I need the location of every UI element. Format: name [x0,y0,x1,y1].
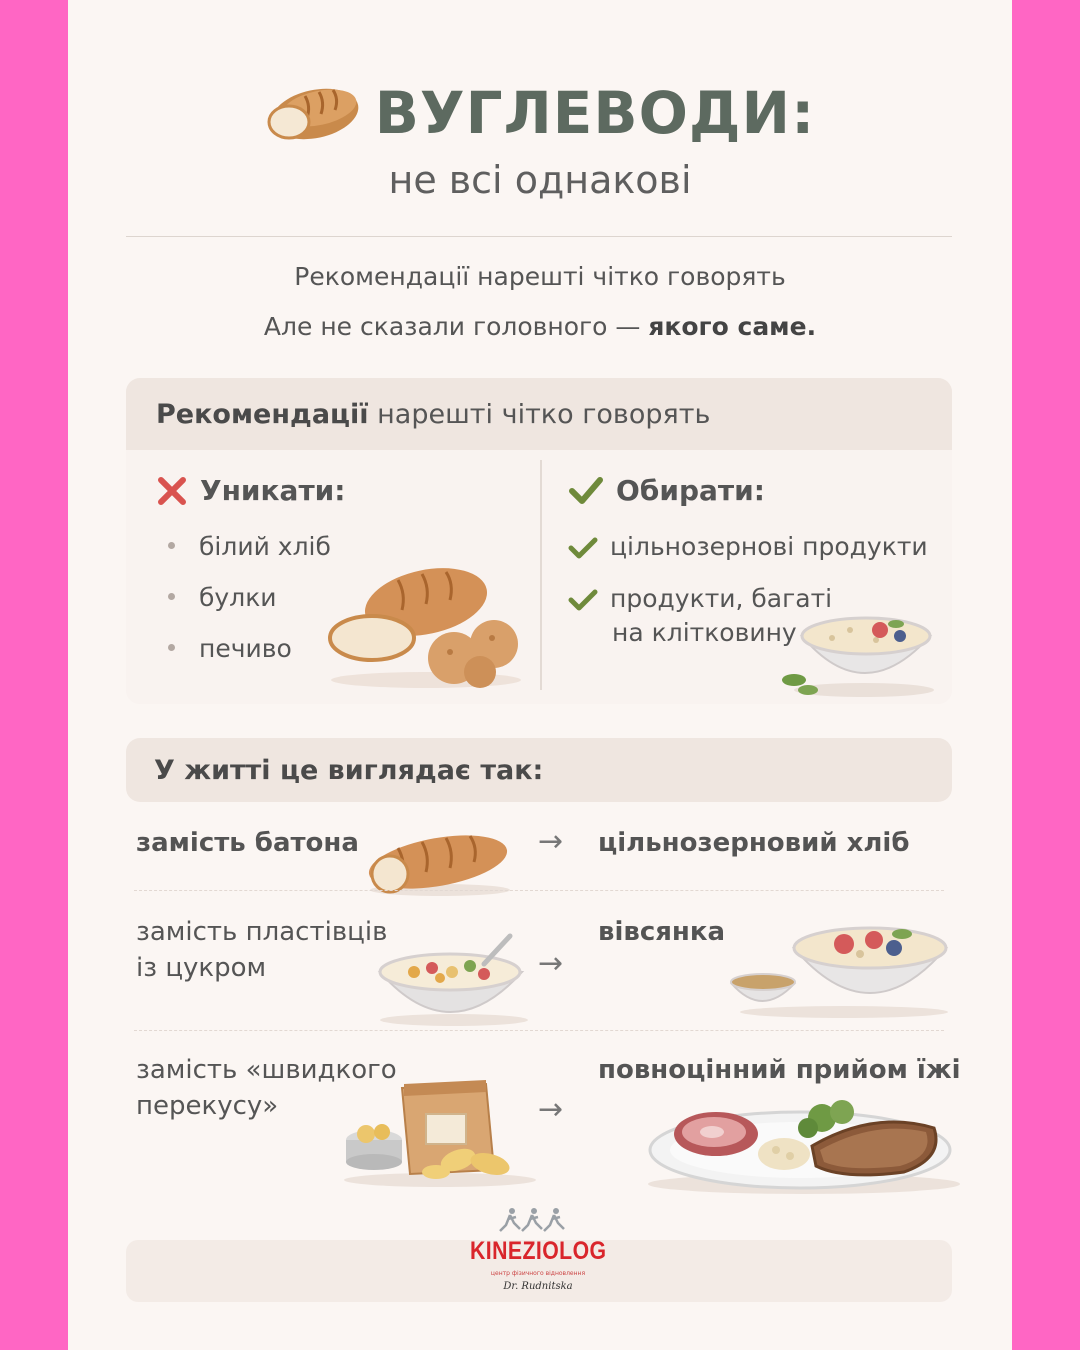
bread-loaf-icon [265,82,361,144]
oatmeal-bowl-illustration [724,920,954,1020]
better-text: цільнозерновий хліб [598,828,910,858]
life-card-header [126,738,952,802]
intro-line-2 [68,312,1012,341]
better-text: повноцінний прийом їжі [598,1055,961,1085]
row-divider [134,890,944,891]
instead-text: замість «швидкого [136,1055,397,1085]
intro-line-2-prefix: Але не сказали головного — [263,312,641,341]
page-subtitle: не всі однакові [388,158,692,202]
life-heading: У житті це виглядає так: [154,754,544,786]
column-divider [540,460,542,690]
logo-tagline: центр фізичного відновлення [490,1270,586,1277]
kineziolog-logo [468,1205,608,1305]
bread-buns-illustration [326,560,526,690]
snack-bag-illustration [340,1074,540,1190]
small-check-icon [568,536,598,560]
recommendations-body [126,450,952,704]
instead-text: замість пластівців [136,917,388,947]
intro-line-1: Рекомендації нарешті чітко говорять [294,262,786,291]
runners-icon [498,1205,578,1235]
infographic-page [68,0,1012,1350]
logo-signature: Dr. Rudnitska [503,1281,573,1292]
avoid-item: білий хліб [168,532,331,561]
logo-name: KINEZIOLOG [470,1237,607,1265]
page-title: ВУГЛЕВОДИ: [374,79,816,147]
avoid-title [156,474,346,507]
cereal-bowl-illustration [374,932,534,1028]
row-divider [134,1030,944,1031]
avoid-item: булки [168,583,277,612]
better-text: вівсянка [598,917,726,947]
oatmeal-bowl-illustration [780,600,940,700]
title-row [68,78,1012,148]
full-meal-plate-illustration [644,1100,964,1196]
avoid-item: печиво [168,634,292,663]
divider [126,236,952,237]
instead-text: із цукром [136,953,267,983]
arrow-icon: → [538,824,564,859]
cross-icon [156,475,188,507]
instead-text: замість батона [136,828,359,858]
small-check-icon [568,588,598,612]
recommendations-heading [126,378,952,450]
choose-title [568,474,765,507]
choose-item: продукти, багаті [568,582,832,616]
choose-item-continued: на клітковину [612,618,797,647]
check-icon [568,475,604,507]
avoid-title-label: Уникати: [200,474,346,507]
recommendations-card [126,378,952,704]
recommendations-heading-rest: нарешті чітко говорять [377,398,711,430]
instead-text: перекусу» [136,1091,279,1121]
intro-line-2-bold: якого саме. [648,312,817,341]
choose-item: цільнозернові продукти [568,530,928,564]
recommendations-heading-bold: Рекомендації [156,398,369,430]
choose-title-label: Обирати: [616,474,765,507]
arrow-icon: → [538,1092,564,1127]
arrow-icon: → [538,946,564,981]
